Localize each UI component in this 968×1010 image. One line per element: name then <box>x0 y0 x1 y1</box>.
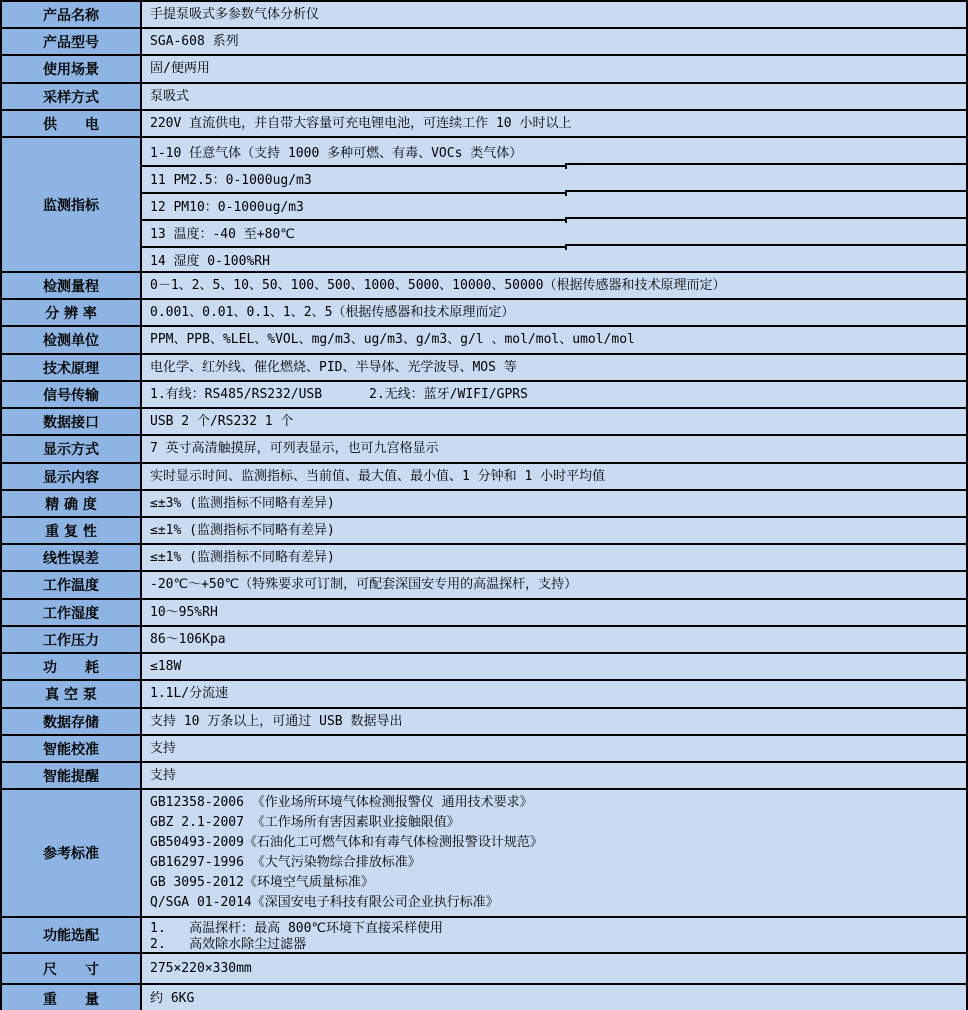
reference-standards-label: 参考标准 <box>2 790 142 916</box>
accuracy-value: ≤±3% (监测指标不同略有差异) <box>150 495 335 511</box>
spec-row-power-supply <box>2 111 966 138</box>
divider <box>565 217 567 223</box>
usage-scenario-value: 固/便两用 <box>150 61 210 76</box>
spec-row-product-model <box>2 29 966 56</box>
spec-row-product-name <box>2 2 966 29</box>
accuracy-label: 精 确 度 <box>2 491 142 516</box>
spec-row-detection-range <box>2 273 966 300</box>
spec-row-linearity-error <box>2 545 966 572</box>
monitoring-label: 监测指标 <box>2 138 142 271</box>
spec-row-vacuum-pump <box>2 681 966 709</box>
divider <box>142 192 567 194</box>
monitoring-item: 1-10 任意气体（支持 1000 多种可燃、有毒、VOCs 类气体） <box>150 146 523 161</box>
product-model-value: SGA-608 系列 <box>150 33 239 49</box>
dimensions-label: 尺 寸 <box>2 954 142 983</box>
monitoring-item: 14 湿度 0-100%RH <box>150 254 270 269</box>
divider <box>565 244 966 246</box>
vacuum-pump-label: 真 空 泵 <box>2 681 142 707</box>
vacuum-pump-value: 1.1L/分流速 <box>150 686 229 701</box>
weight-value: 约 6KG <box>150 990 195 1006</box>
optional-functions-value <box>142 918 966 952</box>
spec-row-power-consumption <box>2 654 966 681</box>
detection-range-label: 检测量程 <box>2 273 142 298</box>
spec-row-resolution <box>2 300 966 327</box>
signal-transmission-value: 1.有线：RS485/RS232/USB 2.无线：蓝牙/WIFI/GPRS <box>150 386 528 402</box>
standard-line: Q/SGA 01-2014《深国安电子科技有限公司企业执行标准》 <box>150 895 499 910</box>
product-model-label: 产品型号 <box>2 29 142 54</box>
working-pressure-label: 工作压力 <box>2 627 142 652</box>
spec-row-usage-scenario <box>2 56 966 84</box>
signal-transmission-label: 信号传输 <box>2 382 142 407</box>
spec-row-data-interface <box>2 409 966 436</box>
product-name-label: 产品名称 <box>2 2 142 27</box>
spec-row-sampling-method <box>2 84 966 111</box>
spec-row-display-mode <box>2 436 966 464</box>
power-consumption-label: 功 耗 <box>2 654 142 679</box>
repeatability-value: ≤±1% (监测指标不同略有差异) <box>150 522 335 538</box>
spec-row-monitoring <box>2 138 966 273</box>
product-name-value: 手提泵吸式多参数气体分析仪 <box>150 6 320 22</box>
spec-row-reference-standards <box>2 790 966 918</box>
divider <box>142 165 567 167</box>
smart-calibration-value: 支持 <box>150 740 177 756</box>
spec-row-working-temperature <box>2 572 966 600</box>
resolution-value: 0.001、0.01、0.1、1、2、5（根据传感器和技术原理而定） <box>150 304 515 320</box>
monitoring-value <box>142 138 966 271</box>
spec-row-data-storage <box>2 709 966 736</box>
power-supply-value: 220V 直流供电，并自带大容量可充电锂电池，可连续工作 10 小时以上 <box>150 115 572 131</box>
data-storage-label: 数据存储 <box>2 709 142 734</box>
reference-standards-value <box>142 790 966 916</box>
smart-calibration-label: 智能校准 <box>2 736 142 761</box>
data-storage-value: 支持 10 万条以上，可通过 USB 数据导出 <box>150 713 403 729</box>
technical-principle-label: 技术原理 <box>2 355 142 380</box>
divider <box>565 163 966 165</box>
spec-row-accuracy <box>2 491 966 518</box>
resolution-label: 分 辨 率 <box>2 300 142 325</box>
optional-functions-label: 功能选配 <box>2 918 142 952</box>
display-mode-label: 显示方式 <box>2 436 142 462</box>
linearity-error-label: 线性误差 <box>2 545 142 570</box>
divider <box>142 246 567 248</box>
repeatability-label: 重 复 性 <box>2 518 142 543</box>
dimensions-value: 275×220×330mm <box>150 960 252 976</box>
sampling-method-label: 采样方式 <box>2 84 142 109</box>
standard-line: GB 3095-2012《环境空气质量标准》 <box>150 875 374 890</box>
optional-function-line: 2. 高效除水除尘过滤器 <box>150 937 307 952</box>
spec-row-repeatability <box>2 518 966 545</box>
monitoring-item: 12 PM10：0-1000ug/m3 <box>150 200 304 215</box>
divider <box>565 217 966 219</box>
divider <box>565 244 567 250</box>
data-interface-value: USB 2 个/RS232 1 个 <box>150 413 294 429</box>
divider <box>565 190 567 196</box>
standard-line: GB12358-2006 《作业场所环境气体检测报警仪 通用技术要求》 <box>150 795 533 810</box>
working-temperature-value: -20℃～+50℃（特殊要求可订制，可配套深国安专用的高温探杆，支持） <box>150 577 578 592</box>
working-temperature-label: 工作温度 <box>2 572 142 598</box>
sampling-method-value: 泵吸式 <box>150 88 190 104</box>
working-pressure-value: 86～106Kpa <box>150 631 226 647</box>
spec-row-dimensions <box>2 954 966 985</box>
usage-scenario-label: 使用场景 <box>2 56 142 82</box>
divider <box>565 163 567 169</box>
spec-row-smart-calibration <box>2 736 966 763</box>
standard-line: GBZ 2.1-2007 《工作场所有害因素职业接触限值》 <box>150 815 460 830</box>
data-interface-label: 数据接口 <box>2 409 142 434</box>
detection-unit-value: PPM、PPB、%LEL、%VOL、mg/m3、ug/m3、g/m3、g/l 、mol/mol、umol/mol <box>150 332 635 347</box>
optional-function-line: 1. 高温探杆：最高 800℃环境下直接采样使用 <box>150 921 444 936</box>
detection-unit-label: 检测单位 <box>2 327 142 353</box>
technical-principle-value: 电化学、红外线、催化燃烧、PID、半导体、光学波导、MOS 等 <box>150 359 517 375</box>
spec-row-optional-functions <box>2 918 966 954</box>
spec-row-technical-principle <box>2 355 966 382</box>
spec-row-working-humidity <box>2 600 966 627</box>
linearity-error-value: ≤±1% (监测指标不同略有差异) <box>150 549 335 565</box>
spec-row-signal-transmission <box>2 382 966 409</box>
display-mode-value: 7 英寸高清触摸屏，可列表显示，也可九宫格显示 <box>150 441 439 456</box>
spec-row-weight <box>2 985 966 1010</box>
power-supply-label: 供 电 <box>2 111 142 136</box>
display-content-label: 显示内容 <box>2 464 142 489</box>
weight-label: 重 量 <box>2 985 142 1010</box>
working-humidity-label: 工作湿度 <box>2 600 142 625</box>
spec-row-detection-unit <box>2 327 966 355</box>
standard-line: GB50493-2009《石油化工可燃气体和有毒气体检测报警设计规范》 <box>150 835 543 850</box>
spec-row-working-pressure <box>2 627 966 654</box>
spec-row-smart-reminder <box>2 763 966 790</box>
spec-row-display-content <box>2 464 966 491</box>
divider <box>142 219 567 221</box>
detection-range-value: 0－1、2、5、10、50、100、500、1000、5000、10000、50000（根据传感器和技术原理而定） <box>150 277 726 293</box>
power-consumption-value: ≤18W <box>150 658 182 674</box>
monitoring-item: 13 温度：-40 至+80℃ <box>150 227 295 242</box>
monitoring-item: 11 PM2.5：0-1000ug/m3 <box>150 173 312 188</box>
divider <box>565 190 966 192</box>
standard-line: GB16297-1996 《大气污染物综合排放标准》 <box>150 855 421 870</box>
display-content-value: 实时显示时间、监测指标、当前值、最大值、最小值、1 分钟和 1 小时平均值 <box>150 468 606 484</box>
working-humidity-value: 10～95%RH <box>150 604 218 620</box>
smart-reminder-label: 智能提醒 <box>2 763 142 788</box>
smart-reminder-value: 支持 <box>150 767 177 783</box>
